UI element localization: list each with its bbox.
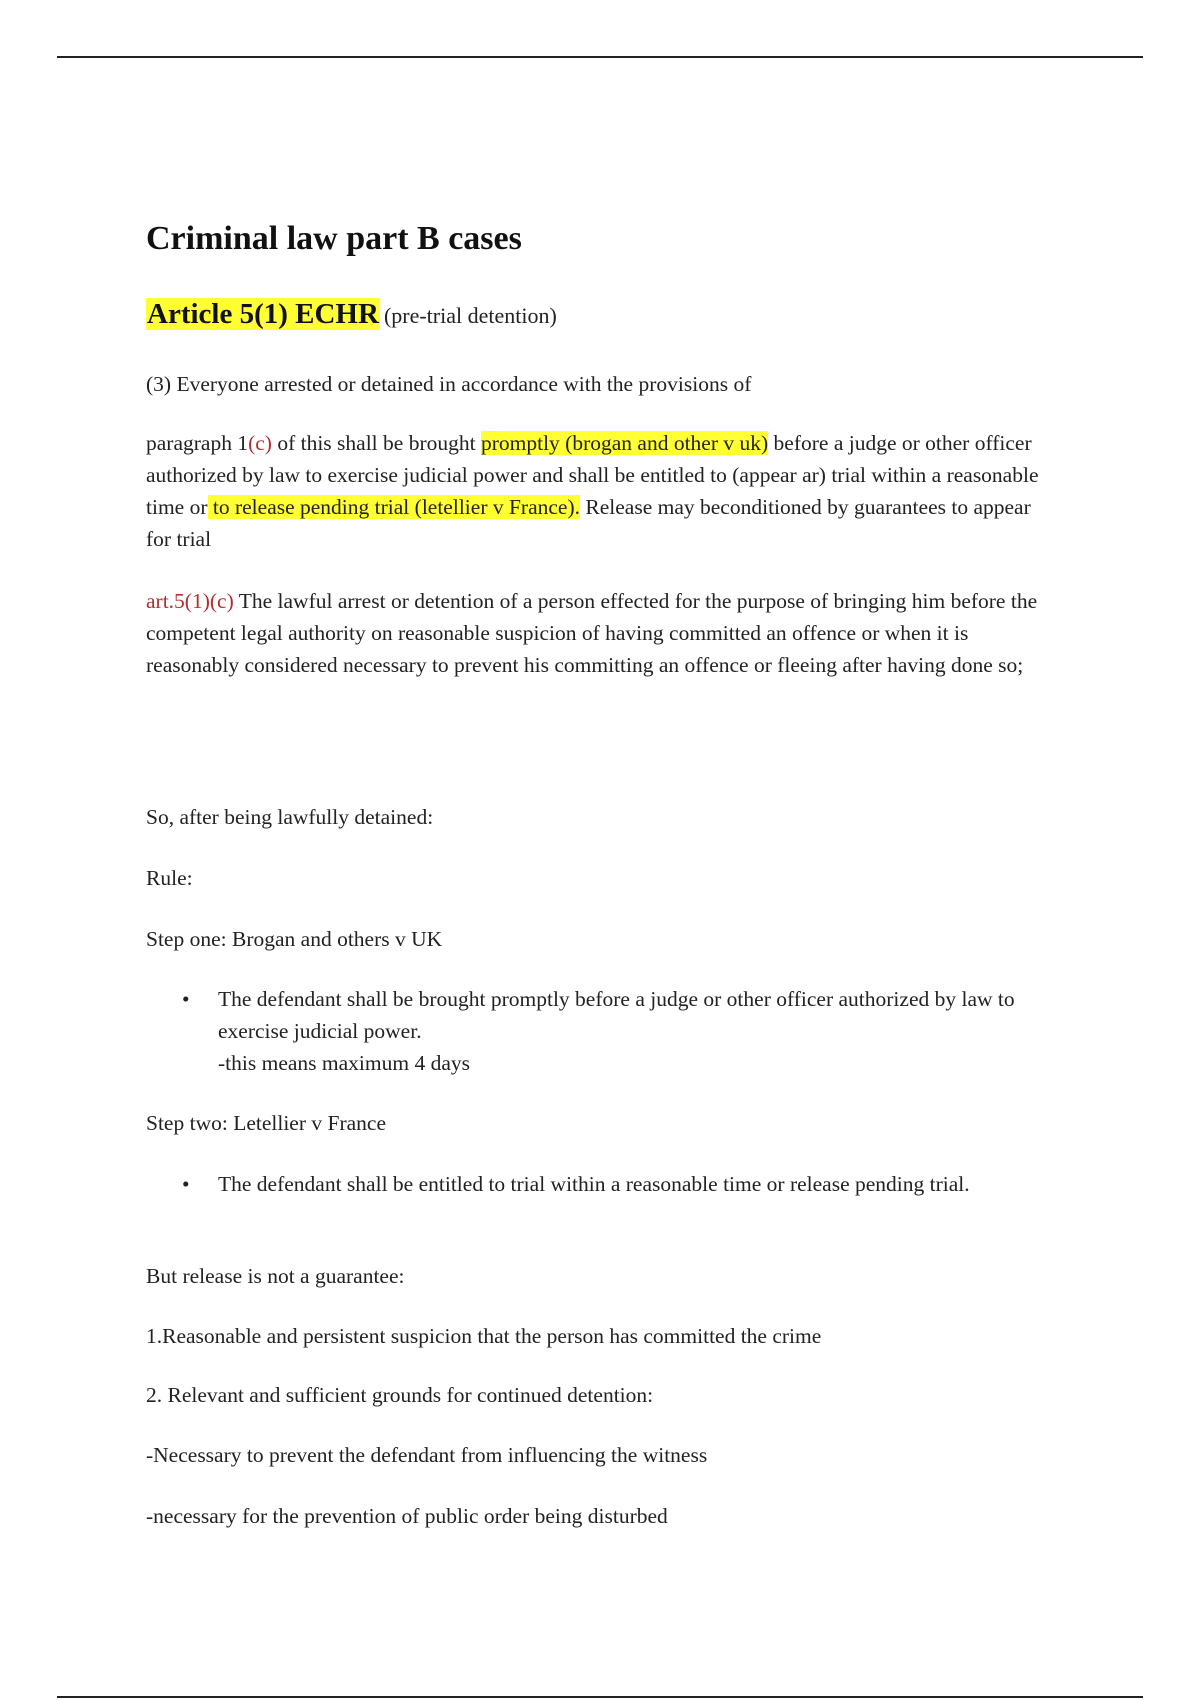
- page-title: Criminal law part B cases: [146, 220, 522, 257]
- article-reference: art.5(1)(c): [146, 589, 234, 613]
- point-two: 2. Relevant and sufficient grounds for continued detention:: [146, 1383, 654, 1407]
- bullet-two: • The defendant shall be entitled to trial within a reasonable time or release pending trial.: [218, 1168, 1058, 1200]
- paragraph-3-body: paragraph 1(c) of this shall be brought promptly (brogan and other v uk) before a judge or other officer authorized by law to exercise judicial power and shall be entitled to (appear ar) trial within a reasonable time or to release pending trial (letellier v France). Release may beconditioned by guarantees to appear for trial: [146, 431, 1039, 551]
- section-heading: [146, 298, 557, 331]
- point-one: 1.Reasonable and persistent suspicion that the person has committed the crime: [146, 1324, 822, 1348]
- bullet-dot: •: [182, 987, 190, 1011]
- paragraph-reference: (c): [248, 431, 272, 455]
- bullet-dot: •: [182, 1172, 190, 1196]
- bullet-one: • The defendant shall be brought promptly before a judge or other officer authorized by law to exercise judicial power. -this means maximum 4 days: [218, 983, 1058, 1079]
- section-heading-highlighted: Article 5(1) ECHR: [147, 298, 379, 330]
- highlight-brogan: promptly (brogan and other v uk): [480, 431, 769, 455]
- top-rule: [57, 56, 1143, 58]
- rule-label: Rule:: [146, 866, 193, 890]
- release-not-guarantee-text: But release is not a guarantee:: [146, 1264, 405, 1288]
- paragraph-3-intro: (3) Everyone arrested or detained in accordance with the provisions of: [146, 372, 752, 396]
- step-one-heading: Step one: Brogan and others v UK: [146, 927, 443, 951]
- article-5-1-c-paragraph: art.5(1)(c) The lawful arrest or detention of a person effected for the purpose of bringing him before the competent legal authority on reasonable suspicion of having committed an offence or when it is reasonably considered necessary to prevent his committing an offence or fleeing after having done so;: [146, 589, 1038, 677]
- bottom-rule: [57, 1696, 1143, 1698]
- after-detained-text: So, after being lawfully detained:: [146, 805, 434, 829]
- dash-item-public-order: -necessary for the prevention of public order being disturbed: [146, 1504, 668, 1528]
- highlight-letellier: to release pending trial (letellier v France).: [207, 495, 581, 519]
- step-two-heading: Step two: Letellier v France: [146, 1111, 387, 1135]
- bullet-one-note: -this means maximum 4 days: [218, 1051, 470, 1075]
- section-heading-subtitle: (pre-trial detention): [383, 303, 557, 328]
- dash-item-witness: -Necessary to prevent the defendant from influencing the witness: [146, 1443, 708, 1467]
